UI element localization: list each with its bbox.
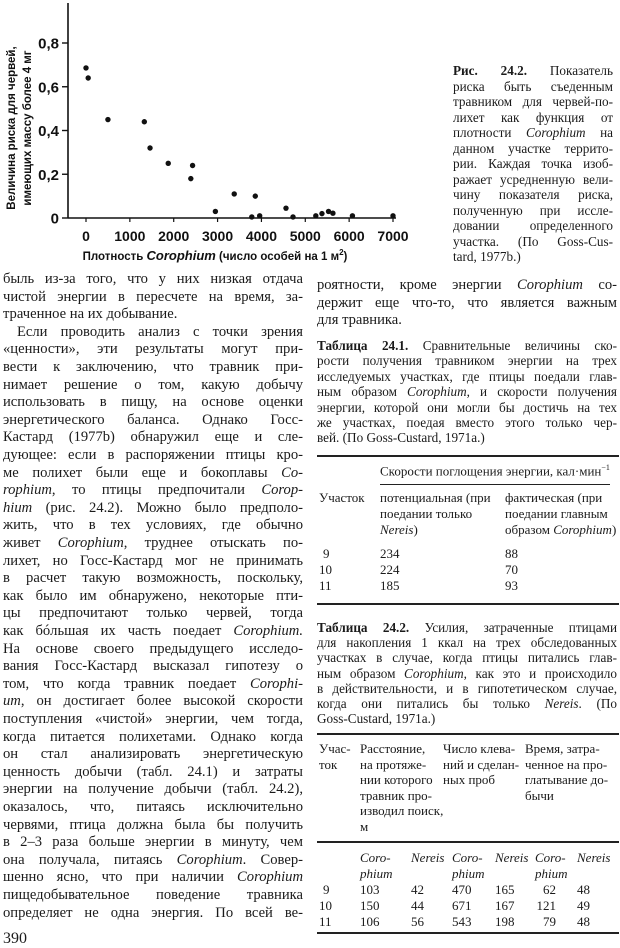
data-point — [147, 145, 152, 150]
body-text-line: он стал анализировать энергетическую — [3, 746, 303, 763]
body-text-line: когда питается полихетами. Однако когда — [3, 728, 303, 745]
body-text-line: поступления «чистой» энергии, чем тогда, — [3, 711, 303, 727]
risk-vs-density-scatter-chart — [0, 0, 430, 268]
table1-header-cell: образом Corophium) — [505, 522, 617, 537]
table1-bottom-rule — [317, 603, 619, 605]
table1-cell: 234 — [380, 546, 400, 561]
body-text-line: как бóльшая их часть поедает Corophium. — [3, 623, 303, 639]
x-tick-label: 5000 — [289, 228, 321, 244]
table2-cell: 48 — [577, 914, 590, 929]
table1-cell: 93 — [505, 578, 518, 593]
data-point — [85, 75, 90, 80]
table2-cell: 543 — [452, 914, 472, 929]
italic-term: Coro- — [535, 850, 566, 865]
italic-term: Corophium — [553, 522, 612, 537]
italic-term: phium — [535, 866, 568, 881]
italic-term: Coro- — [452, 850, 483, 865]
figure-caption-line: травником для червей-по- — [453, 94, 613, 109]
data-point — [253, 193, 258, 198]
italic-term: phium — [452, 866, 485, 881]
body-text-line: ме полихет были еще и бокоплавы Co- — [3, 464, 303, 481]
table1-cell: 88 — [505, 546, 518, 561]
data-point — [290, 214, 295, 219]
table2-header-cell: на протяже- — [360, 756, 427, 772]
body-text-line: пищедобывательное поведение травника — [3, 887, 303, 903]
y-axis-label: имеющих массу более 4 мг — [22, 50, 34, 206]
caption-label: Таблица 24.2. — [317, 620, 410, 635]
table2-cell: 10 — [319, 898, 332, 913]
figure-caption-line: участка. (По Goss-Cus- — [453, 233, 613, 249]
body-text-line: держит еще что-то, что является важным — [317, 294, 617, 311]
body-text-line: ценность добычи (табл. 24.1) и затраты — [3, 763, 303, 780]
table2-subheader-cell — [535, 866, 568, 882]
data-point — [166, 161, 171, 166]
body-text-line: шенно ясно, что при наличии Corophium — [3, 869, 303, 886]
table2-cell: 44 — [411, 898, 424, 913]
table1-header-cell: Участок — [319, 490, 365, 505]
y-tick-label: 0,8 — [38, 35, 59, 53]
table2-caption-line: в действительности, и в гипотетическом случае, — [317, 680, 617, 696]
table1-caption-line: ным образом Corophium, и скорости получения — [317, 384, 618, 400]
italic-term: rophium — [3, 482, 52, 499]
italic-term: Corophium. — [233, 623, 303, 639]
table2-top-rule — [317, 733, 619, 735]
italic-term: Corophium — [237, 869, 303, 886]
x-label-text: Плотность — [82, 251, 147, 263]
body-text-line: дующее: если в распоряжении птицы кро- — [3, 447, 303, 463]
body-text-line: вести к заключению, что травник при- — [3, 359, 303, 375]
table1-caption-line: рости получения травником энергии на трех — [317, 353, 617, 369]
body-text-line: том, что когда травник поедает Corophi- — [3, 675, 303, 692]
body-text-line: На основе своего предыдущего исследо- — [3, 640, 303, 657]
table2-cell: 79 — [543, 914, 556, 929]
table2-cell: 48 — [577, 882, 590, 897]
body-text-line: лихет, но Госс-Кастард мог не принимать — [3, 552, 303, 569]
y-tick-label: 0,2 — [38, 166, 59, 184]
table1-cell: 70 — [505, 562, 518, 577]
data-point — [190, 163, 195, 168]
italic-term: Corophium — [525, 125, 586, 140]
body-text-line: вания Госс-Кастард высказал гипотезу о — [3, 658, 303, 675]
body-text-line: червями, птица должна была бы получить — [3, 816, 303, 833]
x-tick-label: 1000 — [114, 228, 146, 244]
italic-term: Nereis — [380, 522, 414, 537]
y-tick-label: 0,4 — [38, 123, 59, 140]
y-axis-label: Величина риска для червей, — [6, 46, 18, 210]
data-point — [390, 213, 395, 218]
table2-cell: 470 — [452, 882, 472, 897]
x-tick-label: 2000 — [158, 228, 190, 244]
table1-caption-line: исследуемых участках, где птицы поедали глав- — [317, 368, 617, 384]
table2-caption-line: участках в случае, когда птицы питались глав- — [317, 650, 617, 666]
table2-cell: 167 — [495, 898, 515, 913]
x-tick-label: 0 — [82, 228, 90, 244]
table1-cell: 11 — [319, 578, 332, 593]
table2-header-cell: глатывание до- — [525, 772, 609, 788]
table1-subheader-rule — [380, 484, 610, 485]
table2-caption-line: Таблица 24.2. Усилия, затраченные птицами — [317, 620, 617, 635]
table1-cell: 185 — [380, 578, 400, 593]
figure-caption-line: риска быть съеденным — [453, 78, 613, 94]
table2-cell: 671 — [452, 898, 472, 913]
body-text-line: цы предпочитают только червей, тогда — [3, 605, 303, 622]
body-text-line: быль из-за того, что у них низкая отдача — [3, 271, 303, 287]
table2-cell: 106 — [360, 914, 380, 929]
page-number: 390 — [3, 930, 27, 947]
figure-caption-line: плотности Corophium на — [453, 125, 613, 140]
x-label-superscript: 2 — [339, 248, 344, 257]
body-text-line: она получала, питаясь Corophium. Совер- — [3, 851, 303, 868]
x-label-taxon: Corophium — [146, 248, 216, 263]
table2-cell: 9 — [323, 882, 330, 897]
table2-caption-line: ным образом Corophium, как это и происходило — [317, 665, 617, 681]
data-point — [257, 213, 262, 218]
italic-term: Corophi- — [250, 675, 303, 692]
figure-caption-line: ражает усредненную вели- — [453, 171, 613, 187]
body-text-line: жить, что в тех условиях, где обычно — [3, 517, 303, 534]
data-point — [142, 119, 147, 124]
body-text-line: энергетического баланса. Однако Госс- — [3, 411, 303, 428]
table2-caption-line: Goss-Custard, 1971a.) — [317, 711, 436, 727]
data-point — [232, 191, 237, 196]
table2-header-cell: м — [360, 819, 369, 834]
table2-header-cell: Число клева- — [443, 741, 516, 756]
figure-caption-line: довании определенного — [453, 218, 613, 233]
caption-label: Рис. 24.2. — [453, 63, 528, 78]
table2-cell: 62 — [543, 882, 556, 897]
body-text-line: Если проводить анализ с точки зрения — [17, 323, 303, 340]
superscript: −1 — [601, 463, 610, 472]
table1-cell: 10 — [319, 562, 332, 577]
table2-header-cell: бычи — [525, 787, 554, 803]
table2-cell: 165 — [495, 882, 515, 897]
table2-header-cell: Время, затра- — [525, 741, 600, 756]
italic-term: Co- — [281, 464, 303, 481]
body-text-line: определяет не одна энергия. По всей ве- — [3, 904, 303, 921]
figure-caption-line: Рис. 24.2. Показатель — [453, 63, 613, 78]
italic-term: Nereis — [544, 696, 579, 711]
data-point — [83, 65, 88, 70]
table2-subheader-cell — [411, 850, 444, 866]
table1-header-cell: фактическая (при — [505, 490, 603, 505]
body-text-line: hium (рис. 24.2). Можно было предполо- — [3, 499, 303, 516]
table1-cell: 224 — [380, 562, 400, 577]
italic-term: um — [3, 693, 21, 710]
data-point — [283, 205, 288, 210]
body-text-line: в расчет такую возможность, поскольку, — [3, 570, 303, 587]
x-axis-label — [83, 248, 348, 263]
data-point — [188, 176, 193, 181]
table1-caption-line: вей. (По Goss-Custard, 1971a.) — [317, 430, 485, 446]
x-label-text: ) — [343, 251, 348, 263]
table2-header-cell: ных проб — [443, 772, 496, 788]
figure-caption-line: полученную при иссле- — [453, 202, 613, 218]
x-tick-label: 4000 — [245, 228, 278, 244]
italic-term: Corophium — [57, 535, 124, 551]
body-text-line: Кастард (1977b) обнаружил еще и сле- — [3, 429, 303, 446]
data-point — [213, 209, 218, 214]
table2-header-cell: нии которого — [360, 772, 433, 788]
table2-subheader-cell — [360, 866, 393, 882]
table1-header-cell: поедании главным — [505, 506, 608, 521]
body-text-line: траченное на их добывание. — [3, 306, 178, 323]
figure-caption-line: tard, 1977b.) — [453, 249, 521, 264]
body-text-line: оказалось, что, питаясь исключительно — [3, 799, 303, 815]
table1-header-cell: поедании только — [380, 506, 473, 521]
table2-cell: 198 — [495, 914, 515, 929]
italic-term: Corophium — [516, 277, 583, 293]
table2-bottom-rule — [317, 932, 619, 934]
body-text-line: в 2–3 раза больше энергии в минуту, чем — [3, 834, 303, 851]
table2-header-cell: Расстояние, — [360, 741, 426, 756]
table2-header-cell: ченное на про- — [525, 756, 608, 772]
table2-header-rule — [317, 841, 619, 843]
table1-caption-line: Таблица 24.1. Сравнительные величины ско- — [317, 338, 618, 353]
table1-caption-line: энергии, которой они могли бы достичь на тех — [317, 399, 617, 415]
x-tick-label: 6000 — [333, 228, 365, 244]
table2-header-cell: ний и сделан- — [443, 756, 520, 772]
table2-caption-line: для накопления 1 ккал на трех обследованных — [317, 635, 617, 651]
table2-subheader-cell — [452, 866, 485, 882]
body-text-line: живет Corophium, труднее отыскать по- — [3, 535, 303, 551]
table1-group-header: Скорости поглощения энергии, кал·мин$^{-1}$ — [380, 463, 610, 479]
body-text-line: как было им обнаружено, некоторые пти- — [3, 587, 303, 604]
body-text-line: энергии на получение добычи (табл. 24.2), — [3, 781, 303, 798]
italic-term: phium — [360, 866, 393, 881]
body-text-line: чистой энергии в пересчете на время, за- — [3, 288, 303, 305]
table1-header-cell: Nereis) — [380, 522, 418, 537]
x-label-text: (число особей на 1 м — [215, 251, 340, 263]
italic-term: hium — [3, 499, 33, 516]
figure-caption-line: лихет как функция от — [453, 109, 613, 125]
table2-subheader-cell — [495, 850, 528, 866]
table2-subheader-cell — [577, 850, 610, 866]
italic-term: Coro- — [360, 850, 391, 865]
italic-term: Corophium — [407, 384, 467, 400]
italic-term: Nereis — [577, 850, 611, 865]
y-tick-label: 0,6 — [38, 79, 59, 97]
figure-caption-line: чину показателя риска, — [453, 187, 613, 202]
data-point — [105, 117, 110, 122]
table1-header-cell: потенциальная (при — [380, 490, 491, 505]
table2-header-cell: ток — [319, 756, 338, 772]
table2-cell: 56 — [411, 914, 424, 929]
table2-header-cell: травник про- — [360, 787, 433, 803]
figure-caption-line: рии. Каждая точка изоб- — [453, 156, 613, 171]
table2-cell: 42 — [411, 882, 424, 897]
body-text-line: «ценности», эти результаты могут при- — [3, 341, 303, 358]
table1-cell: 9 — [323, 546, 330, 561]
body-text-line: нимает решение о том, какую добычу — [3, 376, 303, 393]
figure-caption-line: данном участке террито- — [453, 140, 613, 156]
body-text-line: роятности, кроме энергии Corophium со- — [317, 277, 617, 293]
data-point — [350, 213, 355, 218]
caption-label: Таблица 24.1. — [317, 338, 409, 353]
data-point — [313, 213, 318, 218]
x-tick-label: 3000 — [201, 228, 234, 244]
table1-caption-line: же участках, поедая вместо этого только чер- — [317, 415, 617, 430]
italic-term: Corophium — [404, 665, 464, 681]
table2-cell: 121 — [536, 898, 556, 913]
table2-header-cell: Учас- — [319, 741, 351, 756]
italic-term: Corop- — [261, 482, 303, 499]
table2-subheader-cell — [452, 850, 483, 866]
body-text-line: um, он достигает более высокой скорости — [3, 693, 303, 710]
italic-term: Nereis — [411, 850, 445, 865]
table1-top-rule — [317, 455, 619, 457]
data-point — [330, 210, 335, 215]
table2-caption-line: когда они питались бы только Nereis. (По — [317, 696, 617, 711]
y-tick-label: 0 — [50, 210, 59, 228]
x-tick-label: 7000 — [377, 228, 409, 244]
italic-term: Corophium — [176, 851, 243, 868]
body-text-line: rophium, то птицы предпочитали Corop- — [3, 482, 303, 499]
data-point — [319, 211, 324, 216]
italic-term: Nereis — [495, 850, 529, 865]
table2-subheader-cell — [535, 850, 566, 866]
table2-cell: 49 — [577, 898, 590, 913]
body-text-line: для травника. — [317, 312, 402, 329]
table2-subheader-cell — [360, 850, 391, 866]
table2-cell: 150 — [360, 898, 380, 913]
table2-cell: 11 — [319, 914, 332, 929]
table2-cell: 103 — [360, 882, 380, 897]
data-point — [249, 214, 254, 219]
body-text-line: использовать в пищу, на основе оценки — [3, 394, 303, 411]
table2-header-cell: изводил поиск, — [360, 803, 444, 819]
